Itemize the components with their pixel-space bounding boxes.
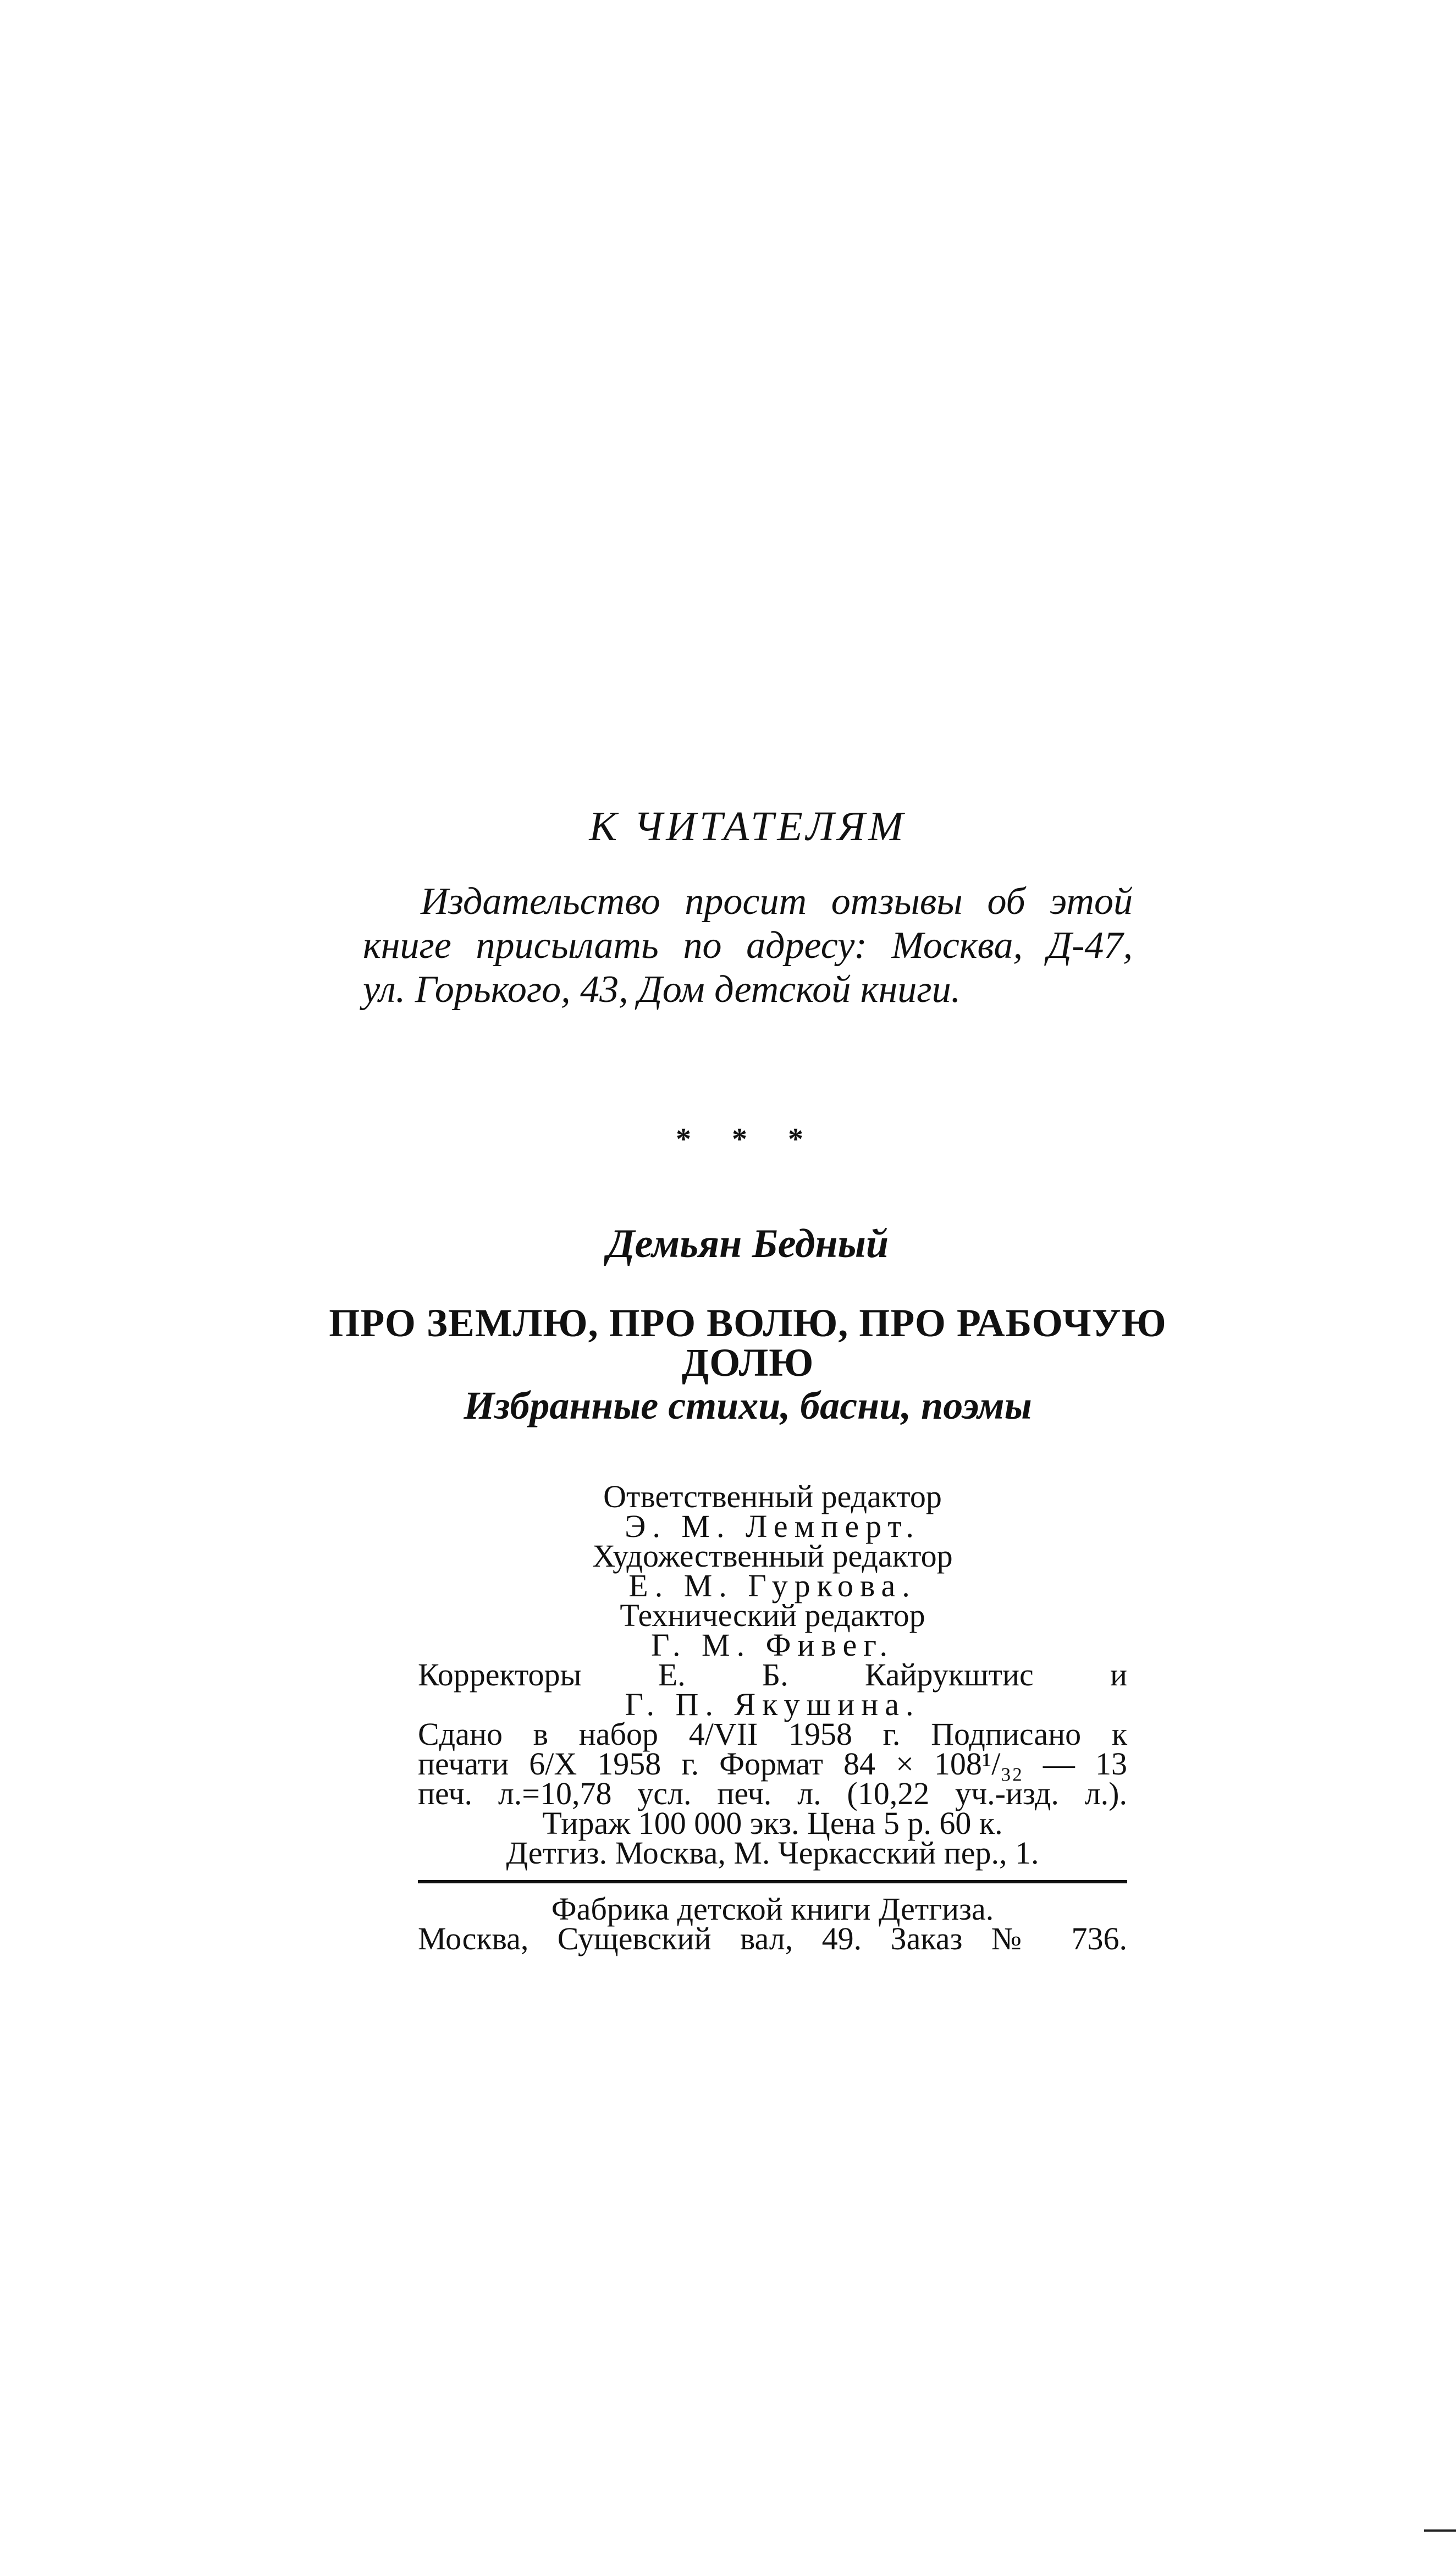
art-editor-label: Художественный редактор — [592, 1538, 953, 1574]
notice-line: ул. Горького, 43, Дом детской книги. — [363, 968, 961, 1011]
readers-notice — [363, 880, 1133, 1012]
factory-line: Фабрика детской книги Детгиза. — [551, 1891, 994, 1927]
print-details-line: Сдано в набор 4/VII 1958 г. Подписано к — [418, 1716, 1127, 1752]
responsible-editor-label: Ответственный редактор — [603, 1479, 942, 1514]
section-separator: * * * — [676, 1122, 820, 1156]
readers-heading: К ЧИТАТЕЛЯМ — [589, 803, 907, 850]
imprint-block — [418, 1479, 1127, 1956]
proofreaders-line: Корректоры Е. Б. Кайрукштис и — [418, 1657, 1127, 1693]
print-details-line: Детгиз. Москва, М. Черкасский пер., 1. — [506, 1835, 1039, 1871]
scan-edge-mark — [1424, 2529, 1456, 2532]
art-editor-name: Е. М. Гуркова. — [628, 1568, 917, 1603]
responsible-editor-name: Э. М. Лемперт. — [625, 1508, 920, 1544]
print-details-line: Тираж 100 000 экз. Цена 5 р. 60 к. — [542, 1805, 1003, 1841]
colophon-content — [329, 0, 1167, 2552]
notice-line: книге присылать по адресу: Москва, Д-47, — [363, 924, 1133, 967]
proofreaders-line: Г. П. Якушина. — [625, 1686, 920, 1722]
factory-line: Москва, Сущевский вал, 49. Заказ № 736. — [418, 1921, 1127, 1956]
print-details-line: печати 6/X 1958 г. Формат 84 × 108¹/₃₂ — 13 — [418, 1746, 1127, 1782]
book-subtitle: Избранные стихи, басни, поэмы — [464, 1384, 1032, 1427]
book-author: Демьян Бедный — [606, 1221, 889, 1266]
print-details-line: печ. л.=10,78 усл. печ. л. (10,22 уч.-изд. л.). — [418, 1776, 1127, 1811]
tech-editor-label: Технический редактор — [620, 1597, 925, 1633]
notice-line: Издательство просит отзывы об этой — [421, 880, 1133, 923]
imprint-divider — [418, 1880, 1127, 1883]
book-title: ПРО ЗЕМЛЮ, ПРО ВОЛЮ, ПРО РАБОЧУЮ ДОЛЮ — [329, 1301, 1167, 1385]
tech-editor-name: Г. М. Фивег. — [651, 1627, 894, 1663]
